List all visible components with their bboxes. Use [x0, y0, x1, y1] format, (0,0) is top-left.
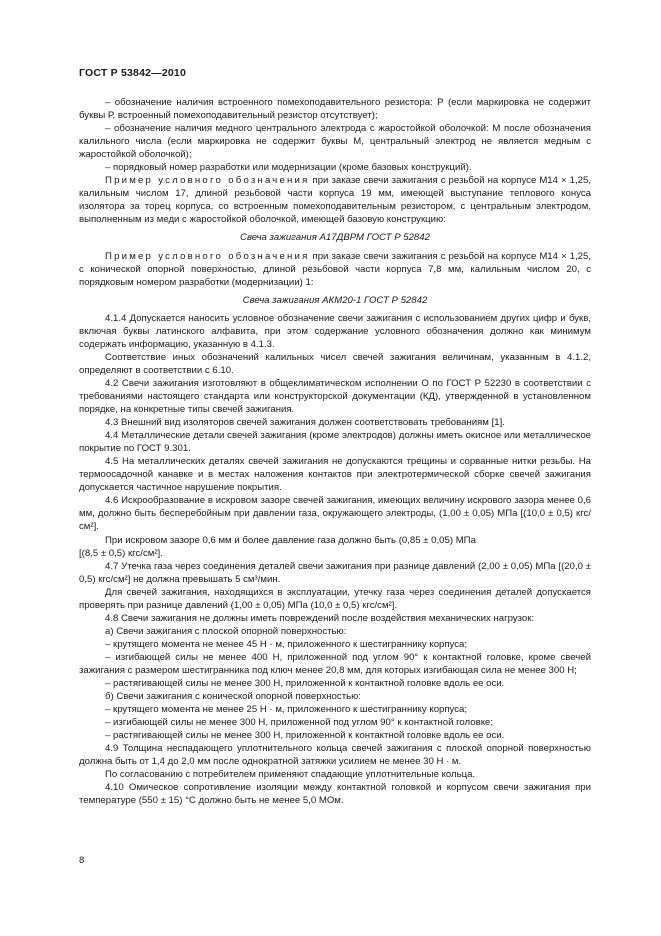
example-label: Пример условного обозначения: [105, 250, 310, 262]
paragraph: 4.4 Металлические детали свечей зажигания (кроме электродов) должны иметь окисное или металлическое покрытие по ГОСТ 9.301.: [79, 430, 591, 455]
paragraph: – растягивающей силы не менее 300 Н, приложенной к контактной головке вдоль ее оси.: [105, 678, 505, 690]
example-paragraph: [79, 250, 591, 289]
paragraph: 4.2 Свечи зажигания изготовляют в общеклиматическом исполнении О по ГОСТ Р 52230 в соответствии с требованиями настоящего стандарта или конструкторской документации (КД), утвержденной в установленном порядке, на конкретные типы свечей зажигания.: [79, 377, 591, 416]
paragraph: – обозначение наличия медного центрального электрода с жаростойкой оболочкой: М после обозначения калильного числа (если маркировка не содержит буквы М, центральный электрод не является медным с жаростойкой оболочкой);: [79, 123, 591, 161]
example-designation: Свеча зажигания АКМ20-1 ГОСТ Р 52842: [242, 294, 428, 306]
paragraph: – обозначение наличия встроенного помехоподавительного резистора: Р (если маркировка не содержит буквы Р, встроенный помехоподавительный резистор отсутствует);: [79, 97, 591, 122]
example-paragraph: [79, 174, 591, 226]
paragraph: – изгибающей силы не менее 400 Н, приложенной под углом 90° к контактной головке, кроме свечей зажигания с размером шестигранника под ключ менее 20,8 мм, для которых изгибающая сила не менее 300 Н;: [79, 651, 591, 676]
paragraph: 4.3 Внешний вид изоляторов свечей зажигания должен соответствовать требованиям [1].: [105, 417, 505, 429]
paragraph: – изгибающей силы не менее 300 Н, приложенной под углом 90° к контактной головке;: [105, 717, 493, 729]
paragraph: 4.5 На металлических деталях свечей зажигания не допускаются трещины и сорванные нитки резьбы. На термоосадочной канавке и в местах наложения контактов при электротермической сборке свечей зажигания допускается частичное нарушение покрытия.: [79, 456, 591, 494]
paragraph: Для свечей зажигания, находящихся в эксплуатации, утечку газа через соединения деталей допускается проверять при разнице давлений (1,00 ± 0,05) МПа (10,0 ± 0,5) кгс/см²].: [79, 586, 591, 611]
page-number: 8: [79, 855, 85, 866]
example-text: при заказе свечи зажигания с резьбой на корпусе М14 × 1,25, калильным числом 17, длиной резьбовой части корпуса 19 мм, имеющей выступание теплового конуса изолятора за торец корпуса, со встроенным помехоподавительным резистором, с центральным электродом, выполненным из меди с жаростойкой оболочкой, имеющей базовую конструкцию:: [79, 175, 591, 226]
paragraph: – порядковый номер разработки или модернизации (кроме базовых конструкций).: [105, 162, 472, 174]
paragraph: а) Свечи зажигания с плоской опорной поверхностью:: [105, 625, 347, 637]
paragraph: Соответствие иных обозначений калильных чисел свечей зажигания величинам, указанным в 4.1.2, определяют в соответствии с 6.10.: [79, 351, 591, 376]
paragraph: 4.6 Искрообразование в искровом зазоре свечей зажигания, имеющих величину искрового зазора менее 0,6 мм, должно быть бесперебойным при давлении газа, окружающего электроды, (1,00 ± 0,05) МПа [(10,0 ± 0,5) кгс/см²].: [79, 495, 591, 533]
paragraph: – растягивающей силы не менее 300 Н, приложенной к контактной головке вдоль ее оси.: [105, 730, 505, 742]
paragraph: 4.8 Свечи зажигания не должны иметь повреждений после воздействия механических нагрузок:: [105, 612, 535, 624]
document-body: [79, 96, 591, 807]
example-text: при заказе свечи зажигания с резьбой на корпусе М14 × 1,25, с конической опорной поверхностью, длиной резьбовой части корпуса 7,8 мм, калильным числом 20, с порядковым номером разработки (модернизации) 1:: [79, 250, 591, 288]
paragraph: [(8,5 ± 0,5) кгс/см²].: [79, 547, 163, 559]
example-designation: Свеча зажигания А17ДВРМ ГОСТ Р 52842: [240, 232, 430, 244]
paragraph: 4.9 Толщина неспадающего уплотнительного кольца свечей зажигания с плоской опорной поверхностью должна быть от 1,4 до 2,0 мм после однократной затяжки усилием не менее 30 Н · м.: [79, 743, 591, 768]
paragraph: 4.7 Утечка газа через соединения деталей свечи зажигания при разнице давлений (2,00 ± 0,05) МПа [(20,0 ± 0,5) кгс/см²] не должна превышать 5 см³/мин.: [79, 560, 591, 585]
paragraph: – крутящего момента не менее 45 Н · м, приложенного к шестиграннику корпуса;: [105, 638, 468, 650]
paragraph: По согласованию с потребителем применяют спадающие уплотнительные кольца.: [105, 769, 476, 781]
document-header: ГОСТ Р 53842—2010: [79, 67, 187, 79]
paragraph: 4.1.4 Допускается наносить условное обозначение свечи зажигания с использованием других цифр и букв, включая буквы латинского алфавита, при этом содержание условного обозначения должно как минимум содержать информацию, указанную в 4.1.3.: [79, 312, 591, 350]
paragraph: При искровом зазоре 0,6 мм и более давление газа должно быть (0,85 ± 0,05) МПа: [105, 534, 476, 546]
example-label: Пример условного обозначения: [105, 175, 310, 187]
paragraph: б) Свечи зажигания с конической опорной поверхностью:: [105, 691, 361, 703]
paragraph: 4.10 Омическое сопротивление изоляции между контактной головкой и корпусом свечи зажигания при температуре (550 ± 15) °С должно быть не менее 5,0 МОм.: [79, 782, 591, 807]
paragraph: – крутящего момента не менее 25 Н · м, приложенного к шестиграннику корпуса;: [105, 704, 468, 716]
